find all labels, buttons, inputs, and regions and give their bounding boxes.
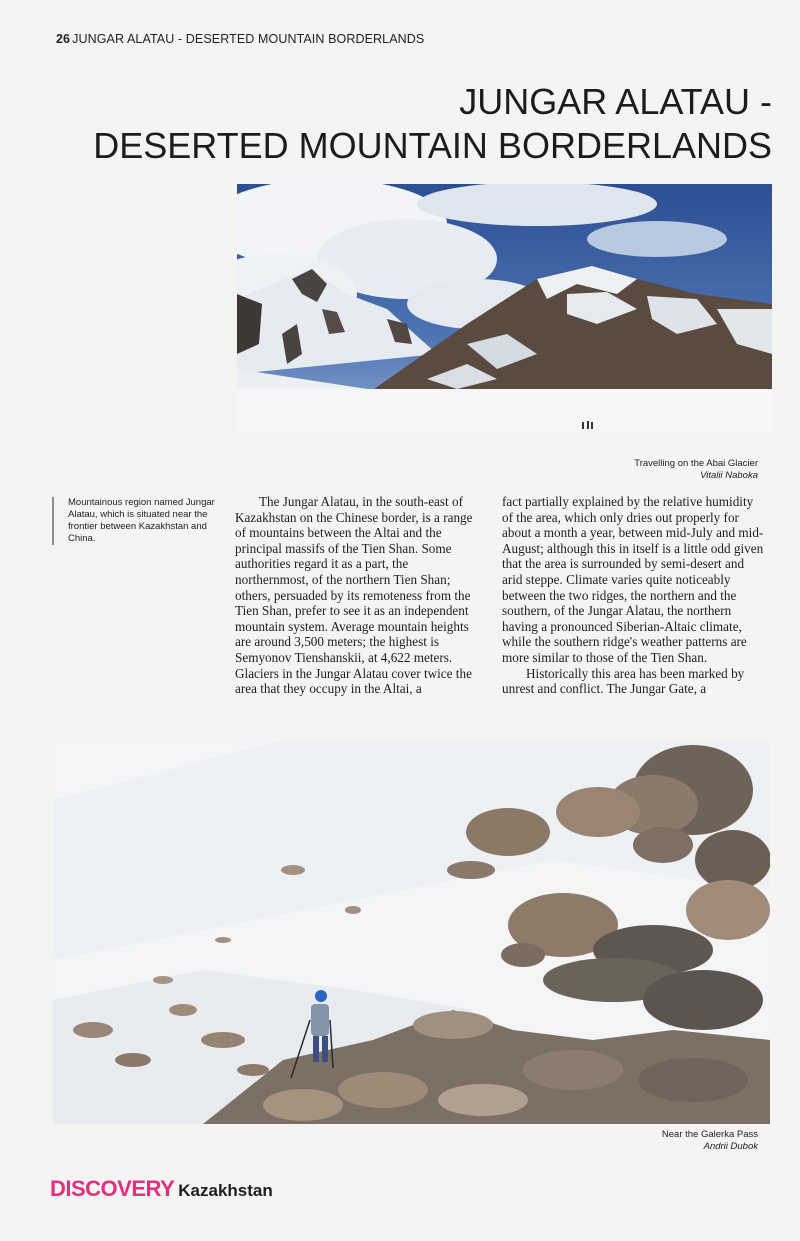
galerka-pass-photo-credit: Andrii Dubok — [703, 1141, 758, 1152]
abai-glacier-photo-credit: Vitalii Naboka — [700, 470, 758, 481]
logo-kazakhstan: Kazakhstan — [178, 1181, 273, 1200]
running-header — [56, 32, 424, 46]
article-title — [52, 80, 772, 168]
galerka-pass-caption — [662, 1129, 758, 1153]
body-paragraph: fact partially explained by the relative humidity of the area, which only dries out properly for about a month a year, between mid-July and mid-August; although this in itself is a little odd given that the area is surrounded by semi-desert and arid steppe. Climate varies quite noticeably between the two ridges, the northern and the southern, of the Jungar Alatau, the northern having a pronounced Siberian-Altaic climate, while the southern ridge's weather patterns are more similar to those of the Tien Shan. — [502, 494, 764, 665]
logo-discovery: DISCOVERY — [50, 1176, 175, 1201]
magazine-logo — [50, 1176, 273, 1202]
body-paragraph: The Jungar Alatau, in the south-east of Kazakhstan on the Chinese border, is a range of mountains between the Altai and the principal massifs of the Tien Shan. Some authorities regard it as a part, the northernmost, of the northern Tien Shan; others, persuaded by its remoteness from the Tien Shan, prefer to see it as an independent mountain system. Average mountain heights are around 3,500 meters; the highest is Semyonov Tienshanskii, at 4,622 meters. Glaciers in the Jungar Alatau cover twice the area that they occupy in the Altai, a — [235, 494, 473, 697]
running-title: JUNGAR ALATAU - DESERTED MOUNTAIN BORDERLANDS — [72, 32, 425, 46]
article-title-line2: DESERTED MOUNTAIN BORDERLANDS — [93, 125, 772, 166]
body-column-2 — [502, 494, 764, 697]
body-column-1 — [235, 494, 480, 697]
page-number: 26 — [56, 32, 71, 46]
galerka-pass-caption-text: Near the Galerka Pass — [661, 1129, 758, 1140]
side-note: Mountainous region named Jungar Alatau, which is situated near the frontier between Kazakhstan and China. — [52, 497, 218, 545]
galerka-pass-photo — [53, 740, 770, 1124]
article-title-line1: JUNGAR ALATAU - — [459, 81, 772, 122]
body-paragraph: Historically this area has been marked by unrest and conflict. The Jungar Gate, a — [502, 665, 745, 697]
abai-glacier-caption — [634, 458, 758, 482]
abai-glacier-caption-text: Travelling on the Abai Glacier — [634, 458, 758, 469]
abai-glacier-photo — [237, 184, 772, 434]
